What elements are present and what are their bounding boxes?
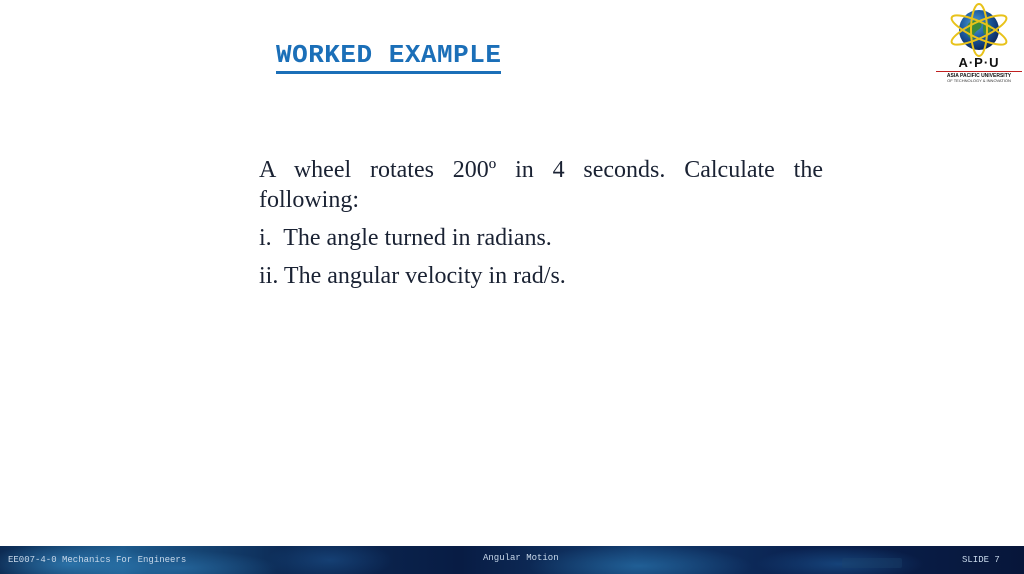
question-item-i: i. The angle turned in radians.	[259, 225, 552, 251]
footer-topic: Angular Motion	[483, 553, 559, 563]
problem-paragraph: A wheel rotates 200º in 4 seconds. Calculate the following:	[259, 157, 823, 213]
slide-title: WORKED EXAMPLE	[276, 40, 501, 74]
slide-footer	[0, 546, 1024, 574]
logo-acronym: A·P·U	[958, 55, 1000, 70]
globe-atom-logo-icon	[936, 2, 1022, 58]
footer-slide-number: SLIDE 7	[962, 555, 1000, 565]
apu-logo	[936, 2, 1022, 84]
logo-university-name: ASIA PACIFIC UNIVERSITY	[936, 71, 1022, 79]
footer-ghost-watermark	[842, 558, 902, 568]
logo-university-subtitle: OF TECHNOLOGY & INNOVATION	[947, 78, 1011, 83]
problem-statement	[259, 155, 823, 291]
question-item-ii: ii. The angular velocity in rad/s.	[259, 263, 566, 289]
footer-course-code: EE007-4-0 Mechanics For Engineers	[8, 555, 187, 565]
